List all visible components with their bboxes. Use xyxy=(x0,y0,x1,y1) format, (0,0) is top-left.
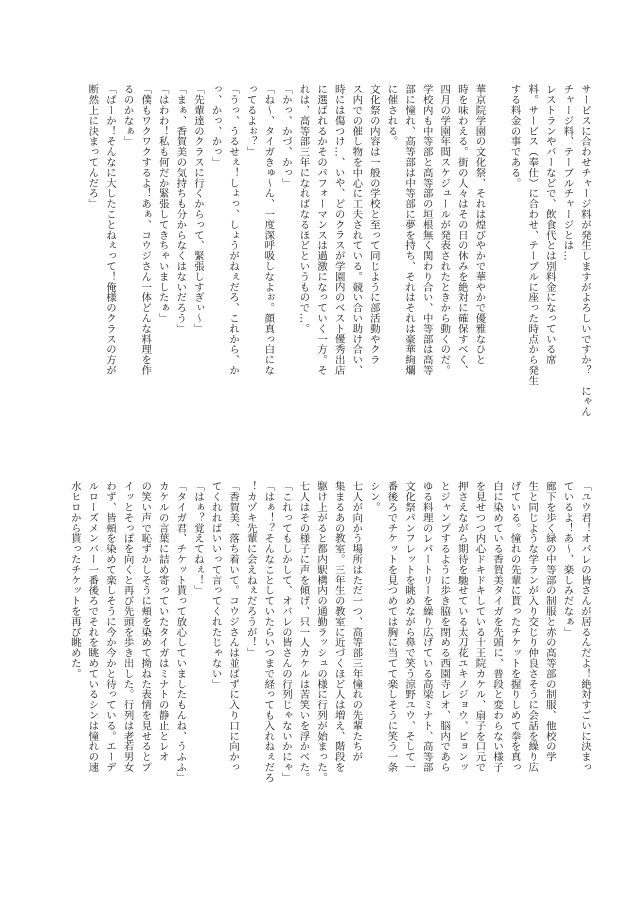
text-line: 駆け上がると都内駅構内の通勤ラッシュの様に行列が始まった。 xyxy=(315,481,328,783)
text-line: 「ユウ君！オバレの皆さんが居るんだよ！絶対すごいに決まっ xyxy=(579,481,591,773)
text-line: 「はぁ！？そんなことしていたらいつまで経っても入れねぇだろ xyxy=(262,481,275,783)
text-line: れは、高等部三年になればなるほどというもので…。 xyxy=(297,84,310,334)
text-line: 「僕もワクワクするよ！あぁ、コウジさん一体どんな料理を作 xyxy=(139,84,152,376)
text-line: 番後ろでチケットを見つめては胸に当てて楽しそうに笑う一条 xyxy=(385,481,398,773)
text-line: ！カヅキ先輩に会えねぇだろうが！」 xyxy=(244,481,257,658)
text-line: 集まるあの教室。三年生の教室に近づくほど人は増え、階段を xyxy=(332,481,345,773)
text-line: 「うっ、うるせぇ！しょっ、しょうがねぇだろ、これから、か xyxy=(227,84,240,376)
text-line: カケルの言葉に詰め寄っていたタイガはミナトの静止とレオ xyxy=(156,481,169,762)
text-line: に催される。 xyxy=(385,84,398,147)
text-line: 断然上に決まってんだろ」 xyxy=(86,84,99,209)
text-line: に選ばれるかそのパフォーマンスは過激になっていく一方。そ xyxy=(315,84,328,376)
text-line: ス内での催し物を中心に工夫されている。競い合い助け合い、 xyxy=(350,84,363,376)
text-line: 水ヒロから貰ったチケットを再び眺めた。 xyxy=(68,481,81,679)
text-line: 四月の学園年間スケジュールが発表されたときから動くのだ。 xyxy=(438,84,451,376)
text-line: 文化祭の内容は一般の学校と至って同じように部活動やクラ xyxy=(367,84,380,365)
text-line: 「はわわ！私も何だか緊張してきちゃいましたぁ」 xyxy=(156,84,169,324)
text-line: の笑い声で恥ずかしそうに頬を染めて拗ねた表情を見せるとプ xyxy=(139,481,152,773)
text-line: 時には傷つけ…、いや、どのクラスが学園内のベスト優秀出店 xyxy=(332,84,345,376)
text-line: 七人はその様子に声を傾げ、只一人カケルは苦笑いを浮かべた。 xyxy=(297,481,310,783)
text-line: サービスに合わせチャージ料が発生しますがよろしいですか？ にゃん xyxy=(579,84,591,417)
text-line: るのかなぁ」 xyxy=(121,84,134,147)
text-line: 学校内も中等部と高等部の垣根無く関わり合い、中等部は高等 xyxy=(420,84,433,376)
text-line: ルローズメンバー一番後ろでそれを眺めているシンは憧れの速 xyxy=(86,481,99,773)
text-line: 「ね〜、タイガきゅ〜ん、一度深呼吸しなよぉ。顔真っ白にな xyxy=(262,84,275,376)
text-block-bottom xyxy=(27,481,593,853)
text-line: する料金の事である。 xyxy=(508,84,521,188)
text-line: ているよ！あ〜、楽しみだなぁ」 xyxy=(561,481,574,637)
text-line: わず、皆頬を染めて楽しそうに今か今かと待っている。エーデ xyxy=(103,481,116,773)
text-line: 「かっ、かづ、かっ」 xyxy=(279,84,292,188)
text-line: ってるよぉ？」 xyxy=(244,84,257,157)
text-line: 「ばーか！そんなに大したことねぇって！俺様のクラスの方が xyxy=(103,84,116,376)
text-line: 「タイガ君、チケット貰って放心していましたもんね、うふふ」 xyxy=(174,481,187,783)
text-line: 部に憧れ、高等部は中等部に夢を持ち、それはそれは豪華絢爛 xyxy=(403,84,416,376)
text-line: 「まぁ、香賀美の気持ちも分からなくはないだろう」 xyxy=(174,84,187,334)
text-line: 生と同じような学ランが入り交じり仲良さそうに会話を繰り広 xyxy=(526,481,539,773)
text-line: 「これってもしかして、オバレの皆さんの行列じゃないかにゃ」 xyxy=(279,481,292,783)
text-line: てくれればいいって言ってくれたじゃない」 xyxy=(209,481,222,689)
text-block-top xyxy=(27,84,593,456)
text-line: シン。 xyxy=(367,481,380,513)
text-line: イッとそっぽを向くと再び先頭を歩き出した。行列は老若男女 xyxy=(121,481,134,773)
text-line: 華京院学園の文化祭、それは煌びやかで華やかで優雅なひと xyxy=(473,84,486,365)
text-line: 押さえながら期待を馳せている太刀花ユキノジョウ、ピョンッ xyxy=(455,481,468,773)
text-line xyxy=(487,84,505,456)
text-line: 文化祭パンフレットを眺めながら鼻で笑う涼野ユウ、そして一 xyxy=(403,481,416,773)
text-line: を見せつつ内心ドキドキしている十王院カケル、扇子を口元で xyxy=(473,481,486,773)
text-line: 「香賀美、落ち着いて。コウジさんは並ばずに入り口に向かっ xyxy=(227,481,240,773)
text-line: 白に染めている香賀美タイガを先頭に、普段と変わらない様子 xyxy=(491,481,504,773)
text-line: 「はぁ？覚えてねぇ！」 xyxy=(191,481,204,596)
text-line: レストランやバーなどで、飲食代とは別料金になっている席 xyxy=(543,84,556,365)
text-line: げている。憧れの先輩に貰ったチケットを握りしめて拳を真っ xyxy=(508,481,521,773)
text-line: っ、かっ、かっ」 xyxy=(209,84,222,168)
text-line: 廊下を歩く緑の中等部の制服と赤の高等部の制服、他校の学 xyxy=(543,481,556,762)
text-line: ゆる料理のレパートリーを繰り広げている高梁ミナト、高等部 xyxy=(420,481,433,773)
text-line: 七人が向かう場所はただ一つ、高等部三年憧れの先輩たちが xyxy=(350,481,363,762)
text-line: 料。サービス（奉仕）に合わせ、テーブルに座った時点から発生 xyxy=(526,84,539,386)
text-line: とジャンプするように歩き脇を閉める西園寺レオ、脳内であら xyxy=(438,481,451,773)
text-line: チャージ料、テーブルチャージとは… xyxy=(561,84,574,261)
text-line: 「先輩達のクラスに行くからって、緊張しすぎぃ〜」 xyxy=(191,84,204,334)
text-line: 時を味わえる。街の人々はその日の休みを絶対に確保すべく、 xyxy=(455,84,468,376)
